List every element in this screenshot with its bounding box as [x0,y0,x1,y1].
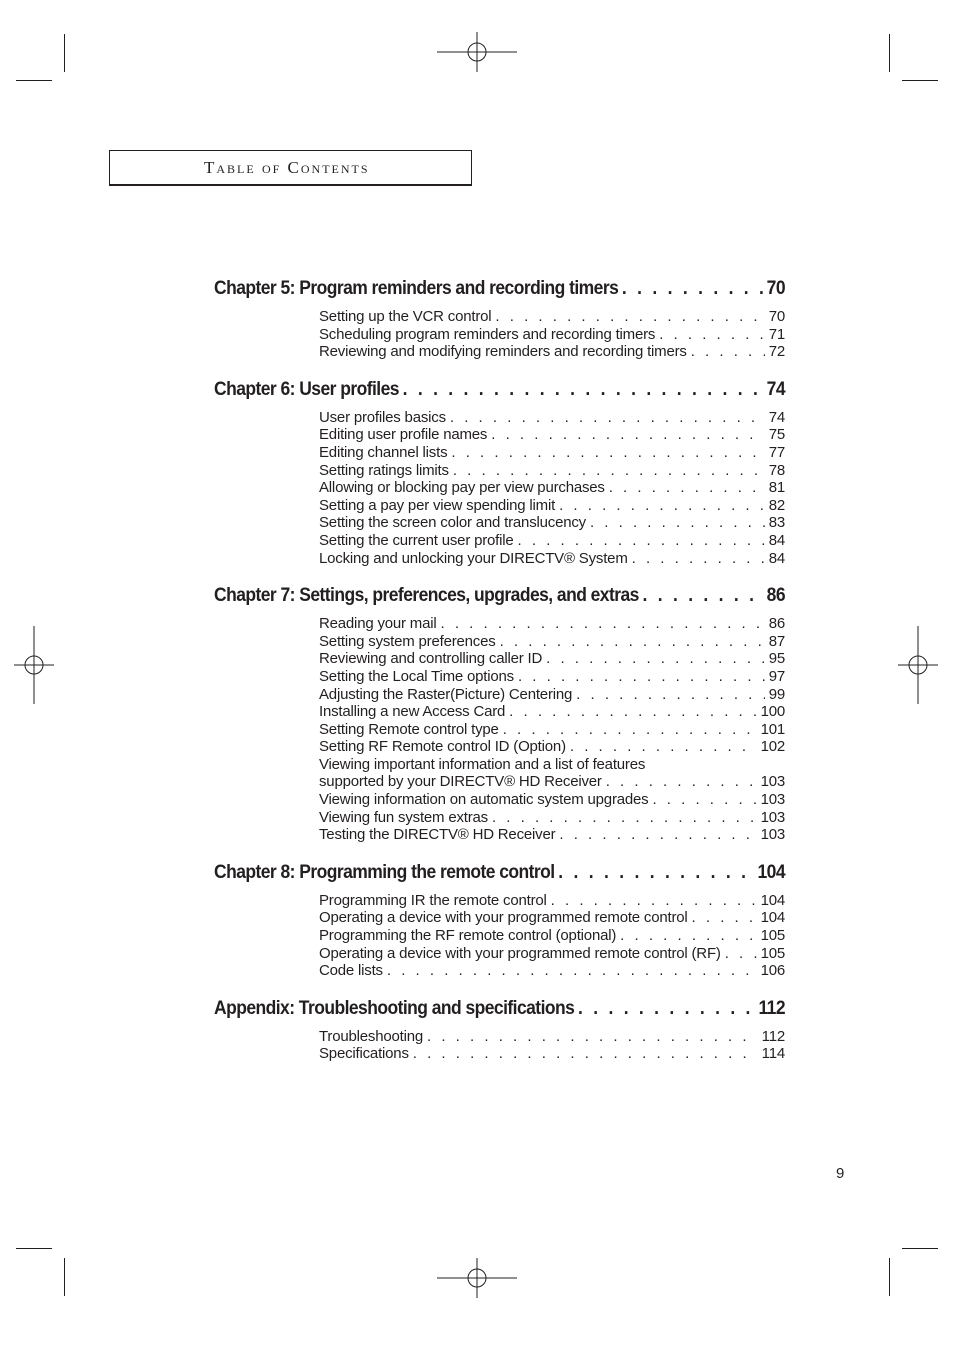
crop-mark [64,34,65,72]
entry-title: Installing a new Access Card [319,703,506,721]
toc-entry[interactable] [319,791,785,809]
dot-leader [691,343,765,361]
entry-title: Editing channel lists [319,443,448,461]
entry-page: 82 [768,496,785,514]
entry-title: Programming IR the remote control [319,891,547,909]
dot-leader [509,703,756,721]
toc-entry[interactable] [319,686,785,704]
toc-entry[interactable] [319,773,785,791]
dot-leader [570,738,757,756]
entry-page: 99 [768,685,785,703]
entry-page: 77 [768,443,785,461]
toc-entry[interactable] [319,550,785,568]
entry-page: 81 [768,479,785,497]
chapter-heading[interactable] [214,377,785,403]
dot-leader [692,909,757,927]
toc-entry[interactable] [319,497,785,515]
toc-entry[interactable] [319,326,785,344]
toc-entry[interactable] [319,1028,785,1046]
registration-mark-icon [437,1258,517,1298]
dot-leader [546,650,765,668]
entry-page: 97 [768,667,785,685]
toc-entry[interactable] [319,409,785,427]
toc-entry[interactable] [319,962,785,980]
chapter-heading[interactable] [214,996,785,1022]
entry-title: Operating a device with your programmed remote control (RF) [319,944,721,962]
toc-entry[interactable] [319,809,785,827]
entry-page: 75 [768,426,785,444]
dot-leader [441,615,765,633]
toc-entry[interactable] [319,633,785,651]
entry-page: 71 [768,325,785,343]
dot-leader [503,721,757,739]
dot-leader [551,892,757,910]
entry-page: 114 [761,1045,785,1063]
entry-title: Setting RF Remote control ID (Option) [319,738,566,756]
chapter-heading[interactable] [214,860,785,886]
entry-title: Testing the DIRECTV® HD Receiver [319,826,556,844]
entry-list [214,615,785,844]
toc-entry[interactable] [319,1045,785,1063]
toc-entry[interactable] [319,532,785,550]
toc-entry[interactable] [319,615,785,633]
entry-page: 103 [760,791,785,809]
toc-entry[interactable] [319,668,785,686]
entry-title: Programming the RF remote control (optional) [319,927,617,945]
entry-list [214,1028,785,1063]
entry-page: 84 [768,549,785,567]
section-header [109,150,472,186]
toc-entry[interactable] [319,892,785,910]
entry-title: Setting the screen color and translucency [319,514,586,532]
dot-leader [453,462,765,480]
table-of-contents [214,276,785,1079]
dot-leader [451,444,764,462]
chapter-page: 112 [758,997,786,1019]
entry-page: 104 [760,891,785,909]
dot-leader [606,773,757,791]
chapter-page: 70 [766,278,786,299]
dot-leader [403,377,763,403]
dot-leader [387,962,757,980]
entry-page: 105 [760,927,785,945]
toc-entry[interactable] [319,721,785,739]
dot-leader [632,550,765,568]
chapter-heading[interactable] [214,276,785,302]
chapter-page: 104 [757,861,786,883]
entry-title: Scheduling program reminders and recording timers [319,325,656,343]
dot-leader [725,945,757,963]
toc-entry[interactable] [319,927,785,945]
dot-leader [643,583,763,609]
dot-leader [559,826,756,844]
entry-title: Viewing fun system extras [319,808,488,826]
dot-leader [576,686,765,704]
entry-title: Specifications [319,1045,409,1063]
entry-page: 87 [768,632,785,650]
dot-leader [559,497,765,515]
chapter-title: Chapter 5: Program reminders and recording timers [214,278,619,299]
entry-title: Setting the Local Time options [319,667,514,685]
entry-title: Setting system preferences [319,632,496,650]
toc-chapter [214,996,785,1063]
entry-title: Setting Remote control type [319,720,499,738]
entry-page: 83 [768,514,785,532]
toc-entry[interactable] [319,343,785,361]
entry-title: Setting up the VCR control [319,308,492,325]
entry-title: Operating a device with your programmed remote control [319,909,688,927]
toc-entry[interactable] [319,756,785,774]
dot-leader [413,1045,758,1063]
toc-entry[interactable] [319,945,785,963]
entry-page: 84 [768,531,785,549]
toc-entry[interactable] [319,909,785,927]
toc-entry[interactable] [319,703,785,721]
chapter-title: Chapter 6: User profiles [214,378,399,400]
dot-leader [491,426,764,444]
dot-leader [652,791,756,809]
entry-title: Setting ratings limits [319,461,449,479]
entry-page: 95 [768,650,785,668]
entry-page: 102 [760,738,785,756]
crop-mark [902,1248,938,1249]
crop-mark [16,80,52,81]
chapter-page: 74 [766,378,786,400]
entry-title: Setting a pay per view spending limit [319,496,556,514]
toc-entry[interactable] [319,444,785,462]
toc-entry[interactable] [319,479,785,497]
toc-chapter [214,860,785,980]
entry-title: Reviewing and controlling caller ID [319,650,543,668]
dot-leader [492,809,757,827]
entry-list [214,308,785,361]
entry-list [214,892,785,980]
entry-title: Setting the current user profile [319,531,514,549]
entry-title: Reading your mail [319,615,437,633]
dot-leader [518,668,765,686]
registration-mark-icon [898,626,938,704]
toc-chapter [214,377,785,567]
dot-leader [495,308,764,326]
entry-page: 112 [761,1027,785,1045]
entry-page: 104 [760,909,785,927]
dot-leader [500,633,765,651]
dot-leader [518,532,765,550]
crop-mark [64,1258,65,1296]
crop-mark [16,1248,52,1249]
toc-entry[interactable] [319,514,785,532]
entry-title: Code lists [319,962,383,980]
registration-mark-icon [14,626,54,704]
chapter-title: Chapter 8: Programming the remote control [214,861,555,883]
entry-page: 106 [760,962,785,980]
toc-entry[interactable] [319,426,785,444]
entry-list [214,409,785,567]
entry-title: supported by your DIRECTV® HD Receiver [319,773,602,791]
entry-title: Troubleshooting [319,1027,424,1045]
entry-page: 103 [760,773,785,791]
dot-leader [427,1028,758,1046]
registration-mark-icon [437,32,517,72]
chapter-title: Appendix: Troubleshooting and specifications [214,997,575,1019]
dot-leader [622,276,763,302]
entry-page: 72 [768,343,785,361]
entry-page: 78 [768,461,785,479]
chapter-page: 86 [766,585,786,607]
entry-title: Reviewing and modifying reminders and recording timers [319,343,687,361]
toc-entry[interactable] [319,462,785,480]
dot-leader [450,409,765,427]
entry-title: Editing user profile names [319,426,488,444]
toc-entry[interactable] [319,738,785,756]
entry-title: Adjusting the Raster(Picture) Centering [319,685,573,703]
entry-page: 103 [760,808,785,826]
entry-page: 100 [760,703,785,721]
dot-leader [590,514,765,532]
entry-title: Viewing information on automatic system upgrades [319,791,649,809]
entry-page: 86 [768,615,785,633]
chapter-title: Chapter 7: Settings, preferences, upgrades, and extras [214,585,639,607]
header-title: Table of Contents [204,158,370,177]
toc-entry[interactable] [319,308,785,326]
toc-entry[interactable] [319,650,785,668]
entry-page: 103 [760,826,785,844]
dot-leader [620,927,756,945]
dot-leader [558,860,754,886]
entry-title: Viewing important information and a list of features [319,755,646,773]
crop-mark [889,1258,890,1296]
entry-page: 101 [760,720,785,738]
dot-leader [578,996,755,1022]
toc-chapter [214,583,785,844]
crop-mark [902,80,938,81]
entry-page: 70 [768,308,785,325]
entry-page: 74 [768,408,785,426]
entry-title: Locking and unlocking your DIRECTV® System [319,549,628,567]
crop-mark [889,34,890,72]
entry-title: Allowing or blocking pay per view purchases [319,479,605,497]
dot-leader [609,479,765,497]
toc-chapter [214,276,785,361]
chapter-heading[interactable] [214,583,785,609]
entry-page: 105 [760,944,785,962]
page-number: 9 [836,1165,845,1182]
dot-leader [659,326,765,344]
toc-entry[interactable] [319,826,785,844]
entry-title: User profiles basics [319,408,446,426]
